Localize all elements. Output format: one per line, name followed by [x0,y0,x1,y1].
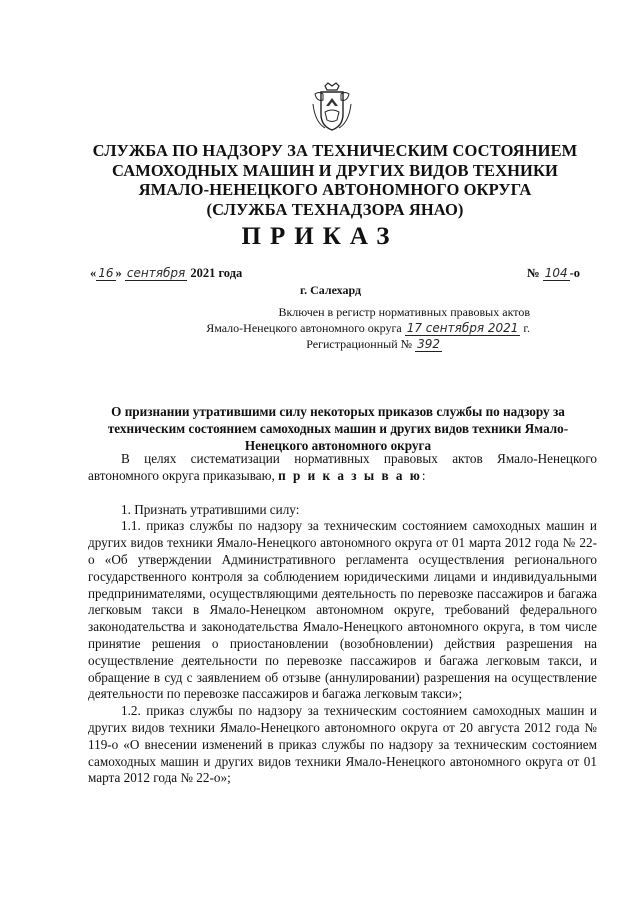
handwritten-registry-number: 392 [417,337,440,351]
registry-year-suffix: г. [523,321,530,335]
quote-open: « [90,266,97,280]
intro-text: В целях систематизации нормативных правовых актов Ямало-Ненецкого автономного округа приказываю, [88,451,597,483]
registry-line [190,320,530,336]
registry-region: Ямало-Ненецкого автономного округа [206,321,402,335]
order-body [88,451,597,787]
handwritten-day: 16 [98,266,114,280]
agency-line: ЯМАЛО-НЕНЕЦКОГО АВТОНОМНОГО ОКРУГА [138,180,532,199]
quote-close: » [115,266,122,280]
document-type-title: ПРИКАЗ [241,223,399,250]
number-suffix: -о [569,266,581,280]
item-1-1: 1.1. приказ службы по надзору за техническим состоянием самоходных машин и других видов техники Ямало-Ненецкого автономного округа от 01 марта 2012 года № 22-о «Об утверждении Административного регламента осуществления регионального государственного контроля за соблюдением юридическими лицами и индивидуальными предпринимателями, осуществляющими деятельность по перевозке пассажиров и багажа легковым такси в Ямало-Ненецком автономном округе, требований федерального законодательства и законодательства Ямало-Ненецкого автономного округа, в том числе принятие решения о приостановлении (возобновлении) действия разрешения на осуществление деятельности по перевозке пассажиров и багажа легковым такси, и обращение в суд с заявлением об отзыве (аннулировании) разрешения на осуществление деятельности по перевозке пассажиров и багажа легковым такси»; [88,518,597,702]
registry-line [190,336,530,352]
agency-line: СЛУЖБА ПО НАДЗОРУ ЗА ТЕХНИЧЕСКИМ СОСТОЯНИЕМ [92,141,578,160]
registry-stamp [190,304,530,352]
registry-line: Включен в регистр нормативных правовых актов [278,305,530,319]
item-1: 1. Признать утратившими силу: [121,501,300,517]
order-verb: п р и к а з ы в а ю [278,467,422,483]
agency-name [60,141,610,219]
number-label: № [527,266,540,280]
handwritten-month: сентября [126,266,186,280]
order-date [90,266,242,281]
order-subject: О признании утратившими силу некоторых приказов службы по надзору за техническим состоянием самоходных машин и других видов техники Ямало-Ненецкого автономного округа [107,404,569,453]
intro-paragraph [88,451,597,485]
city-name: г. Салехард [300,283,362,297]
item-1-2: 1.2. приказ службы по надзору за техническим состоянием самоходных машин и других видов техники Ямало-Ненецкого автономного округа от 20 августа 2012 года № 119-о «О внесении изменений в приказ службы по надзору за техническим состоянием самоходных машин и других видов техники Ямало-Ненецкого автономного округа от 01 марта 2012 года № 22-о»; [88,703,597,786]
handwritten-registry-date: 17 сентября 2021 [406,321,519,335]
intro-end: : [421,467,426,483]
order-year: 2021 года [190,266,243,280]
agency-line: САМОХОДНЫХ МАШИН И ДРУГИХ ВИДОВ ТЕХНИКИ [112,160,558,180]
coat-of-arms-icon [311,82,353,134]
agency-short-name: (СЛУЖБА ТЕХНАДЗОРА ЯНАО) [206,199,464,219]
handwritten-number: 104 [544,266,568,280]
registry-number-label: Регистрационный № [306,337,413,351]
order-number [527,266,580,281]
